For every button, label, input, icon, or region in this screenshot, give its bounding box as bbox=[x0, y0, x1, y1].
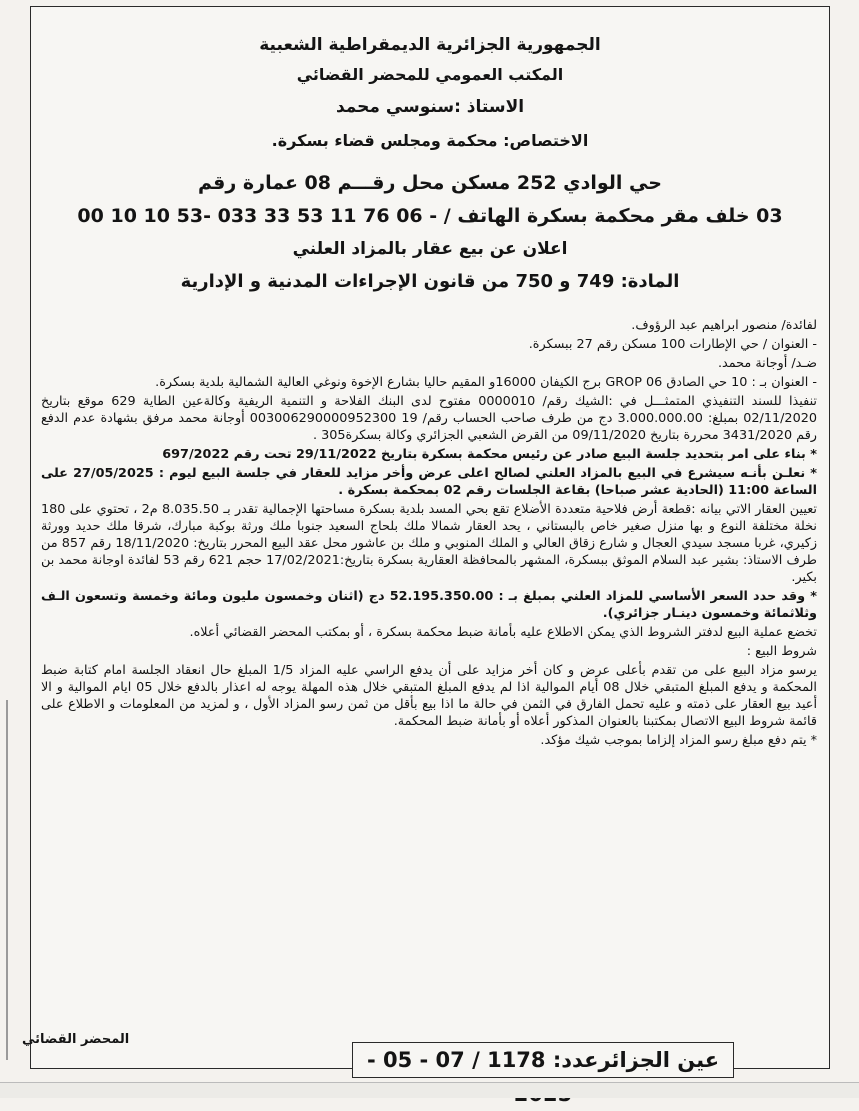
beneficiary-address: - العنوان / حي الإطارات 100 مسكن رقم 27 ببسكرة. bbox=[528, 337, 817, 352]
bailiff-name: الاستاذ :سنوسي محمد bbox=[335, 97, 525, 117]
sale-session: * نعلـن بأنـه سيشرع في البيع بالمزاد العلني لصالح اعلى عرض وأخر مزايد للعقار في جلسة البيع ليوم : 27/05/2025 على الساعة 11:00 (الحادية عشر صباحا) بقاعة الجلسات رقم 02 بمحكمة بسكرة . bbox=[41, 466, 817, 498]
auction-notice bbox=[30, 6, 830, 1069]
legal-articles: المادة: 749 و 750 من قانون الإجراءات المدنية و الإدارية bbox=[180, 271, 680, 292]
property-description: تعيين العقار الاتي بيانه :قطعة أرض فلاحية متعددة الأضلاع تقع بحي المسد بلدية بسكرة مساحتها الإجمالية تقدر بـ 8.035.50 م2 ، تحتوي على 180 نخلة مختلفة النوع و بها منزل صغير خاص بالبستاني ، يحد العقار شمالا ملك بلحاج السعيد جنوبا ملك ورثة بوكبة مبارك، شرقا ملك حديد وورثة زكيري، غربا مسجد سيدي العجال و شارع زقاق العالي و الملك المنوبي و ملك بن عاشور محل عقد البيع المحرر بتاريخ: 18/11/2020 رقم 857 من طرف الاستاذ: بشير عبد السلام الموثق ببسكرة، المشهر بالمحافظة العقارية بسكرة بتاريخ:17/02/2021 حجم 621 رقم 53 لفائدة اوجانة محمد بن بكير. bbox=[41, 502, 817, 585]
base-price: * وقد حدد السعر الأساسي للمزاد العلني بمبلغ بـ : 52.195.350.00 دج (اثنان وخمسون مليون ومائة وخمسة وتسعون الـف وثلاثمائة وخمسون دينـار جزائري). bbox=[41, 589, 817, 621]
sale-order: * بناء على امر بتحديد جلسة البيع صادر عن رئيس محكمة بسكرة بتاريخ 29/11/2022 تحت رقم 697/2022 bbox=[162, 447, 817, 462]
office-address-line1: حي الوادي 252 مسكن محل رقـــم 08 عمارة رقم bbox=[198, 172, 662, 194]
sale-terms: يرسو مزاد البيع على من تقدم بأعلى عرض و كان أخر مزايد على أن يدفع الراسي عليه المزاد 1/5 المبلغ حال انعقاد الجلسة امام كتابة ضبط المحكمة و يدفع المبلغ المتبقي خلال 08 أيام الموالية اذا لم يدفع المبلغ المتبقي خلال هذه المهلة يوجه له اعذار بالدفع خلال 05 ايام الموالية و الا أعيد بيع العقار على ذمته و عليه تحمل الفارق في الثمن في حالة ما اذا بيع بأقل من ثمن رسو المزاد الأول ، و لمزيد من المعلومات و الاطلاع على قائمة شروط البيع الاتصال بمكتبنا بالعنوان المذكور أعلاه أو بأمانة ضبط المحكمة. bbox=[41, 663, 817, 729]
beneficiary: لفائدة/ منصور ابراهيم عبد الرؤوف. bbox=[631, 318, 817, 333]
bailiff-signature: المحضر القضائي bbox=[22, 1032, 130, 1047]
terms-title: شروط البيع : bbox=[746, 644, 817, 659]
against-party: ضـد/ أوجانة محمد. bbox=[717, 356, 817, 371]
column-divider bbox=[6, 700, 8, 1060]
conditions-book: تخضع عملية البيع لدفتر الشروط الذي يمكن الاطلاع عليه بأمانة ضبط محكمة بسكرة ، أو بمكتب المحضر القضائي أعلاه. bbox=[189, 625, 817, 640]
check-note: * يتم دفع مبلغ رسو المزاد إلزاما بموجب شيك مؤكد. bbox=[540, 733, 817, 748]
office-address-line2: 03 خلف مقر محكمة بسكرة الهاتف / - 06 76 11 53 33 033 -53 10 10 00 bbox=[77, 205, 783, 227]
jurisdiction: الاختصاص: محكمة ومجلس قضاء بسكرة. bbox=[271, 131, 589, 150]
defendant-address: - العنوان بـ : 10 حي الصادق GROP 06 برج الكيفان 16000و المقيم حاليا بشارع الإخوة ونوغي العالية الشمالية بلدية بسكرة. bbox=[155, 375, 817, 390]
announcement-title: اعلان عن بيع عقار بالمزاد العلني bbox=[292, 239, 568, 259]
notice-body bbox=[41, 317, 817, 751]
execution-title: تنفيذا للسند التنفيذي المتمثـــل في :الشيك رقم/ 0000010 مفتوح لدى البنك الفلاحة و التنمية الريفية وكالةعين الطاية 629 موقع بتاريخ 02/11/2020 بمبلغ: 3.000.000.00 دج من طرف صاحب الحساب رقم/ 19 003006290000952300 أوجانة محمد مرفق بشهادة عدم الدفع رقم 3431/2020 محررة بتاريخ 09/11/2020 من القرض الشعبي الجزائري وكالة بسكرة305 . bbox=[41, 394, 817, 443]
newspaper-reference: عين الجزائرعدد: 1178 / 07 - 05 - bbox=[352, 1042, 734, 1078]
page-bottom-strip bbox=[0, 1082, 859, 1098]
republic-title: الجمهورية الجزائرية الديمقراطية الشعبية bbox=[259, 35, 601, 55]
office-title: المكتب العمومي للمحضر القضائي bbox=[296, 65, 564, 84]
